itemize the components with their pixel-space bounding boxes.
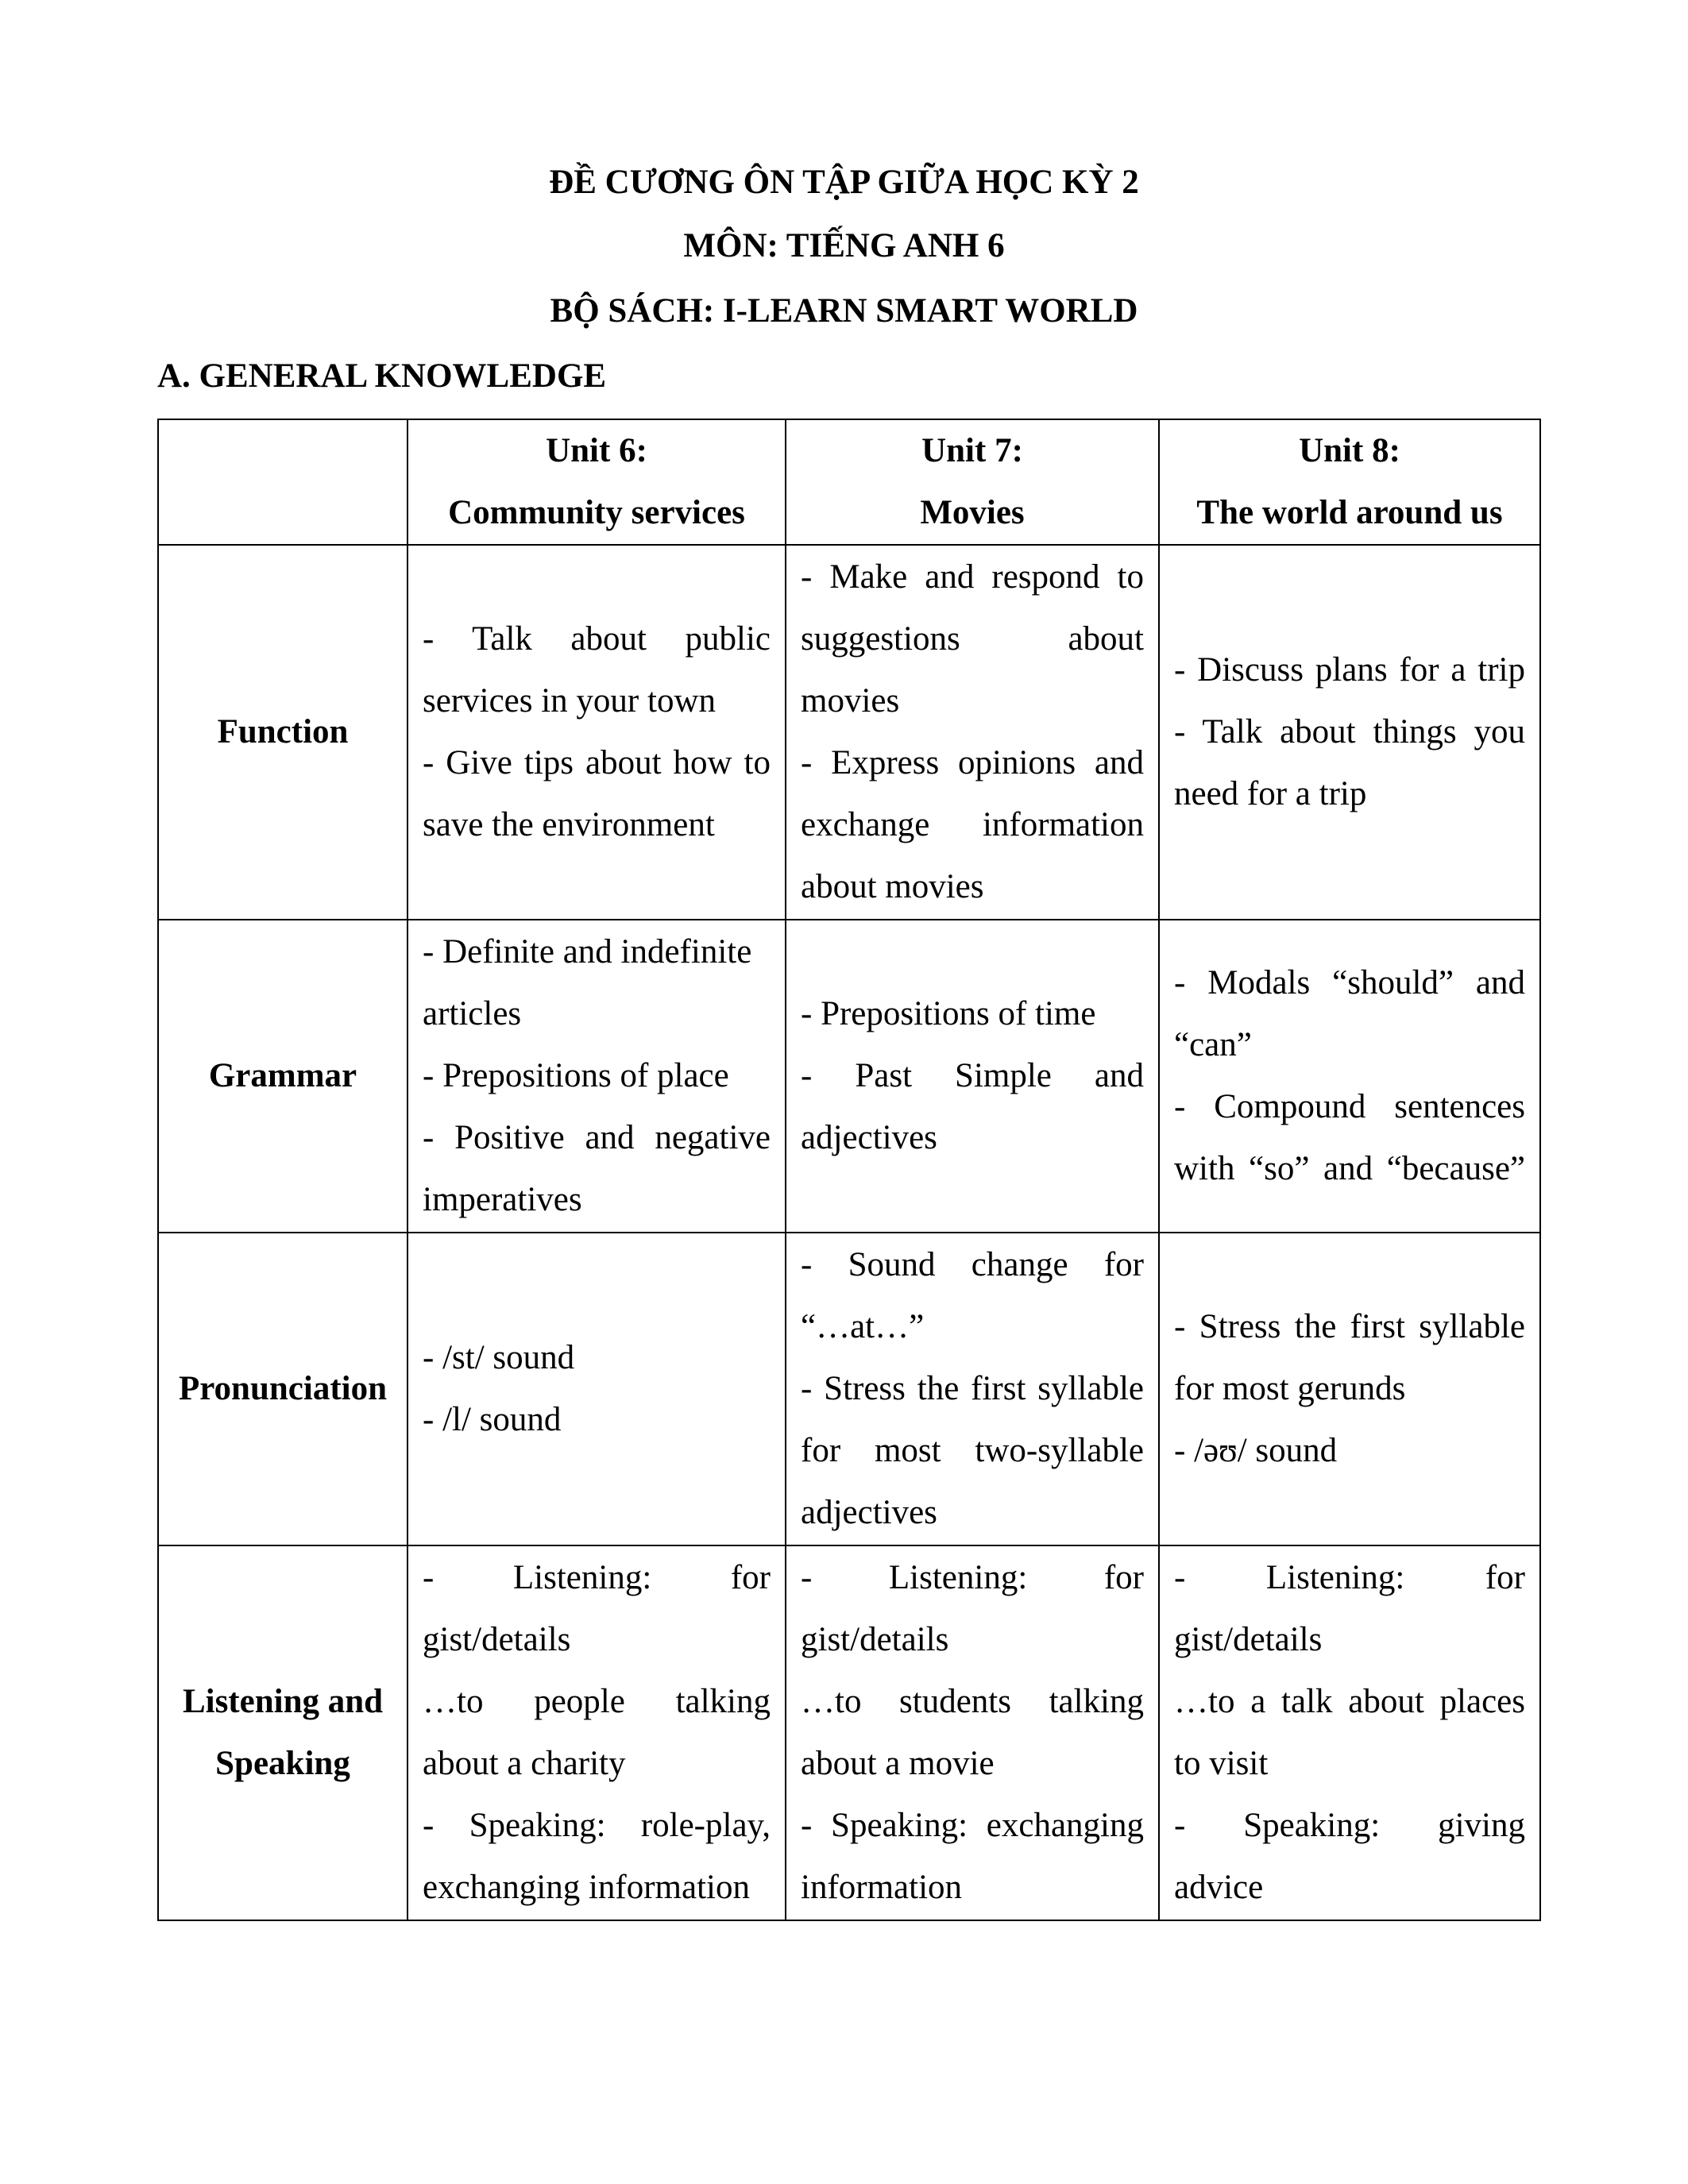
knowledge-table <box>157 419 1541 1921</box>
cell-line: - Past Simple and <box>801 1057 1144 1094</box>
header-unit-8 <box>1159 419 1540 545</box>
table-header-row <box>158 419 1540 545</box>
cell-line: - Speaking: exchanging <box>801 1807 1144 1844</box>
grammar-unit-6-cell <box>408 920 786 1233</box>
cell-line: for most two-syllable <box>801 1432 1144 1469</box>
cell-line: about a charity <box>423 1745 626 1782</box>
pronunciation-unit-7-cell <box>786 1233 1159 1545</box>
header-empty-cell <box>158 419 408 545</box>
cell-line: to visit <box>1174 1745 1269 1782</box>
cell-line: “can” <box>1174 1026 1252 1063</box>
function-unit-6-cell <box>408 545 786 920</box>
cell-line: with “so” and “because” <box>1174 1150 1525 1187</box>
function-unit-8-cell <box>1159 545 1540 920</box>
cell-line: need for a trip <box>1174 775 1367 812</box>
cell-line: adjectives <box>801 1119 937 1156</box>
table-row-function <box>158 545 1540 920</box>
cell-line: - Talk about public <box>423 620 771 658</box>
cell-line: - Listening: for <box>423 1559 771 1596</box>
cell-line: articles <box>423 995 522 1032</box>
cell-line: - /l/ sound <box>423 1401 562 1438</box>
unit-number: Unit 7: <box>921 432 1023 469</box>
unit-topic: Community services <box>448 494 745 531</box>
header-unit-6 <box>408 419 786 545</box>
unit-number: Unit 6: <box>546 432 647 469</box>
cell-line: imperatives <box>423 1181 582 1218</box>
cell-line: advice <box>1174 1869 1264 1906</box>
grammar-unit-7-cell <box>786 920 1159 1233</box>
table-row-listening-speaking <box>158 1545 1540 1920</box>
row-label-line: Speaking <box>215 1745 350 1782</box>
subject-line: MÔN: TIẾNG ANH 6 <box>683 227 1005 264</box>
cell-line: - Stress the first syllable <box>801 1370 1144 1407</box>
cell-line: - Definite and indefinite <box>423 933 752 970</box>
cell-line: - Give tips about how to <box>423 744 771 781</box>
cell-line: - Listening: for <box>1174 1559 1525 1596</box>
cell-line: for most gerunds <box>1174 1370 1406 1407</box>
cell-line: - Positive and negative <box>423 1119 771 1156</box>
cell-line: - Prepositions of place <box>423 1057 729 1094</box>
header-unit-7 <box>786 419 1159 545</box>
cell-line: gist/details <box>1174 1621 1323 1658</box>
cell-line: - Express opinions and <box>801 744 1144 781</box>
cell-line: - /əʊ/ sound <box>1174 1432 1338 1469</box>
cell-line: save the environment <box>423 806 715 843</box>
cell-line: adjectives <box>801 1494 937 1531</box>
row-label-pronunciation: Pronunciation <box>158 1233 408 1545</box>
cell-line: - Speaking: giving <box>1174 1807 1525 1844</box>
cell-line: - Modals “should” and <box>1174 964 1525 1001</box>
cell-line: gist/details <box>423 1621 571 1658</box>
listening-speaking-unit-8-cell <box>1159 1545 1540 1920</box>
grammar-unit-8-cell <box>1159 920 1540 1233</box>
cell-line: - Discuss plans for a trip <box>1174 651 1525 689</box>
cell-line: - Prepositions of time <box>801 995 1096 1032</box>
cell-line: about a movie <box>801 1745 995 1782</box>
cell-line: - Sound change for <box>801 1246 1144 1283</box>
row-label-line: Listening and <box>182 1683 384 1720</box>
row-label-grammar: Grammar <box>158 920 408 1233</box>
unit-number: Unit 8: <box>1299 432 1400 469</box>
row-label-listening-speaking <box>158 1545 408 1920</box>
cell-line: exchanging information <box>423 1869 750 1906</box>
table-row-pronunciation <box>158 1233 1540 1545</box>
table-row-grammar <box>158 920 1540 1233</box>
pronunciation-unit-6-cell <box>408 1233 786 1545</box>
cell-line: …to students talking <box>801 1683 1144 1720</box>
cell-line: - Speaking: role-play, <box>423 1807 771 1844</box>
unit-topic: Movies <box>920 494 1025 531</box>
listening-speaking-unit-7-cell <box>786 1545 1159 1920</box>
textbook-line: BỘ SÁCH: I-LEARN SMART WORLD <box>550 292 1138 330</box>
row-label-function: Function <box>158 545 408 920</box>
cell-line: - Compound sentences <box>1174 1088 1525 1125</box>
function-unit-7-cell <box>786 545 1159 920</box>
cell-line: suggestions about <box>801 620 1144 658</box>
cell-line: …to a talk about places <box>1174 1683 1525 1720</box>
cell-line: movies <box>801 682 900 720</box>
cell-line: - /st/ sound <box>423 1339 575 1376</box>
cell-line: “…at…” <box>801 1308 925 1345</box>
document-title: ĐỀ CƯƠNG ÔN TẬP GIỮA HỌC KỲ 2 <box>549 164 1139 201</box>
cell-line: exchange information <box>801 806 1144 843</box>
cell-line: about movies <box>801 868 984 905</box>
cell-line: information <box>801 1869 963 1906</box>
unit-topic: The world around us <box>1196 494 1503 531</box>
cell-line: services in your town <box>423 682 717 720</box>
cell-line: - Stress the first syllable <box>1174 1308 1525 1345</box>
listening-speaking-unit-6-cell <box>408 1545 786 1920</box>
pronunciation-unit-8-cell <box>1159 1233 1540 1545</box>
cell-line: …to people talking <box>423 1683 771 1720</box>
cell-line: - Listening: for <box>801 1559 1144 1596</box>
cell-line: - Make and respond to <box>801 558 1144 596</box>
cell-line: - Talk about things you <box>1174 713 1525 751</box>
cell-line: gist/details <box>801 1621 949 1658</box>
section-heading: A. GENERAL KNOWLEDGE <box>157 357 607 395</box>
